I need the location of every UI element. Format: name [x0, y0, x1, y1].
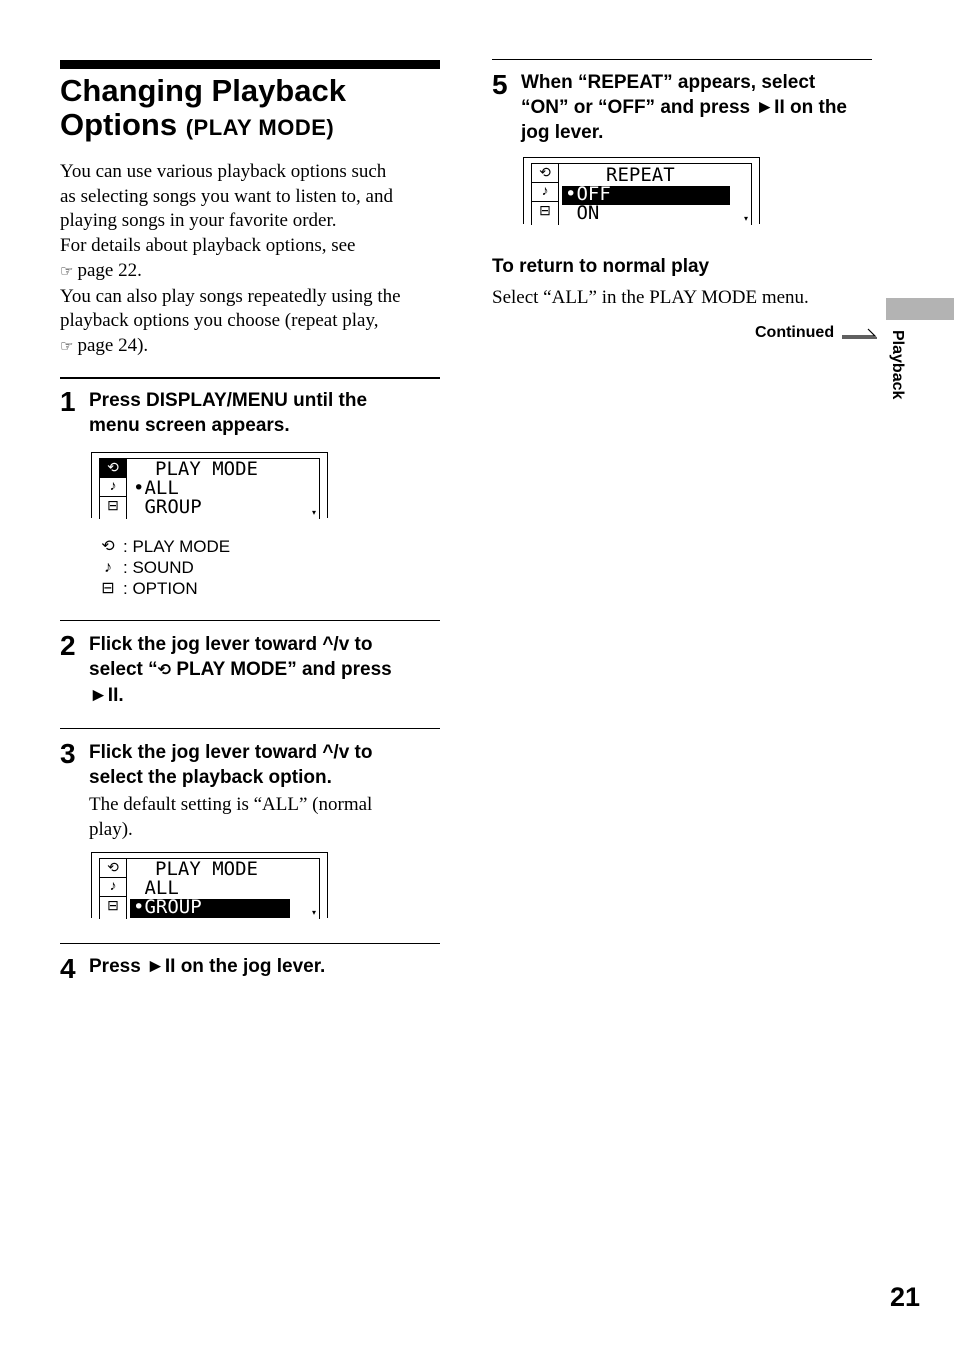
- lcd-title: PLAY MODE: [155, 858, 258, 880]
- step-1-instruction: [89, 388, 439, 438]
- legend-row: [93, 578, 343, 599]
- page-ref-link: page 22.: [77, 259, 142, 281]
- legend-row: [93, 536, 343, 557]
- lcd-screen-play-mode-group: [91, 852, 328, 918]
- note-line: The default setting is “ALL” (normal: [89, 794, 373, 815]
- icon-legend: [93, 536, 343, 599]
- intro-ref-line: [60, 334, 450, 360]
- toolbox-icon: ⊟: [107, 499, 119, 514]
- lcd-icon-column: [100, 459, 127, 519]
- intro-line: as selecting songs you want to listen to, and: [60, 185, 393, 207]
- step-number: 4: [60, 953, 76, 984]
- lcd-frame: [99, 858, 320, 919]
- step-5-instruction: [521, 70, 876, 145]
- pointing-hand-icon: ☞: [60, 338, 74, 355]
- scroll-indicator-icon: ▾: [311, 908, 316, 917]
- step-line: Press DISPLAY/MENU until the: [89, 390, 368, 411]
- toolbox-icon: ⊟: [107, 899, 119, 914]
- intro-line: You can use various playback options such: [60, 161, 387, 182]
- continued-label: [755, 324, 879, 342]
- lcd-option-group: GROUP: [133, 496, 202, 518]
- note-icon: ♪: [104, 559, 112, 576]
- play-mode-icon: ⟲: [157, 662, 172, 679]
- step-line: [89, 657, 439, 683]
- play-mode-icon: ⟲: [532, 164, 558, 183]
- step-line: select the playback option.: [89, 767, 332, 788]
- step-divider: [60, 943, 440, 944]
- lcd-option-off: •OFF: [565, 183, 611, 205]
- step-divider: [492, 59, 872, 60]
- continued-text: Continued: [755, 324, 835, 341]
- page-title: [60, 74, 460, 145]
- lcd-option-all: •ALL: [133, 477, 179, 499]
- step-line: jog lever.: [521, 122, 604, 143]
- title-line-1: Changing Playback: [60, 73, 346, 108]
- toolbox-icon: ⊟: [101, 580, 115, 597]
- play-mode-icon: ⟲: [100, 459, 126, 478]
- toolbox-icon: ⊟: [539, 204, 551, 219]
- intro-line: For details about playback options, see: [60, 235, 356, 257]
- continued-arrow-icon: [841, 327, 879, 339]
- lcd-title: PLAY MODE: [155, 458, 258, 480]
- lcd-option-all: ALL: [133, 877, 179, 899]
- step-number: 1: [60, 386, 76, 417]
- step-line: When “REPEAT” appears, select: [521, 72, 816, 93]
- step-number: 3: [60, 738, 76, 769]
- page-ref-link: page 24).: [77, 334, 149, 356]
- lcd-frame: [99, 458, 320, 519]
- step-line: “ON” or “OFF” and press ►II on the: [521, 97, 847, 118]
- step-number: 5: [492, 69, 508, 100]
- normal-play-body: Select “ALL” in the PLAY MODE menu.: [492, 287, 809, 308]
- step-line: Flick the jog lever toward ^/v to: [89, 742, 373, 763]
- page-number: 21: [889, 1282, 920, 1312]
- legend-label: : OPTION: [123, 579, 198, 598]
- step-line: ►II.: [89, 685, 124, 706]
- side-tab-label: [884, 330, 914, 410]
- lcd-icon-column: [532, 164, 559, 225]
- title-bar-rule: [60, 60, 440, 69]
- pointing-hand-icon: ☞: [60, 263, 74, 280]
- note-icon: ♪: [100, 878, 126, 897]
- intro-line: playing songs in your favorite order.: [60, 210, 337, 232]
- side-tab-text: Playback: [889, 330, 906, 400]
- title-subtitle: (PLAY MODE): [185, 115, 335, 140]
- legend-label: : PLAY MODE: [123, 537, 231, 556]
- step-text: PLAY MODE” and press: [171, 659, 392, 680]
- step-3-note: [89, 793, 439, 842]
- side-tab-marker: [886, 298, 954, 320]
- step-number: 2: [60, 630, 76, 661]
- step-line: menu screen appears.: [89, 415, 290, 436]
- step-3-instruction: [89, 740, 439, 790]
- scroll-indicator-icon: ▾: [743, 214, 748, 223]
- step-divider: [60, 728, 440, 729]
- intro-line: You can also play songs repeatedly using the: [60, 285, 401, 307]
- scroll-indicator-icon: ▾: [311, 508, 316, 517]
- legend-row: [93, 557, 343, 578]
- lcd-screen-repeat: [523, 157, 760, 224]
- note-icon: ♪: [532, 183, 558, 202]
- lcd-title: REPEAT: [606, 164, 675, 186]
- lcd-screen-play-mode: [91, 452, 328, 518]
- legend-label: : SOUND: [123, 558, 194, 577]
- lcd-icon-column: [100, 859, 127, 919]
- step-line: Flick the jog lever toward ^/v to: [89, 634, 373, 655]
- step-4-instruction: Press ►II on the jog lever.: [89, 956, 326, 977]
- step-divider: [60, 377, 440, 379]
- title-options: Options: [60, 107, 178, 142]
- intro-ref-line: [60, 259, 450, 285]
- note-line: play).: [89, 818, 133, 840]
- lcd-option-on: ON: [565, 202, 600, 224]
- step-divider: [60, 620, 440, 621]
- lcd-frame: [531, 163, 752, 225]
- intro-line: playback options you choose (repeat play,: [60, 310, 379, 332]
- play-mode-icon: ⟲: [101, 538, 115, 555]
- intro-paragraph: [60, 160, 450, 360]
- lcd-option-group: •GROUP: [133, 896, 202, 918]
- step-2-instruction: [89, 632, 439, 708]
- note-icon: ♪: [100, 478, 126, 497]
- play-mode-icon: ⟲: [100, 859, 126, 878]
- normal-play-heading: To return to normal play: [492, 256, 710, 277]
- step-text: select “: [89, 659, 158, 680]
- title-line-2: [60, 108, 460, 145]
